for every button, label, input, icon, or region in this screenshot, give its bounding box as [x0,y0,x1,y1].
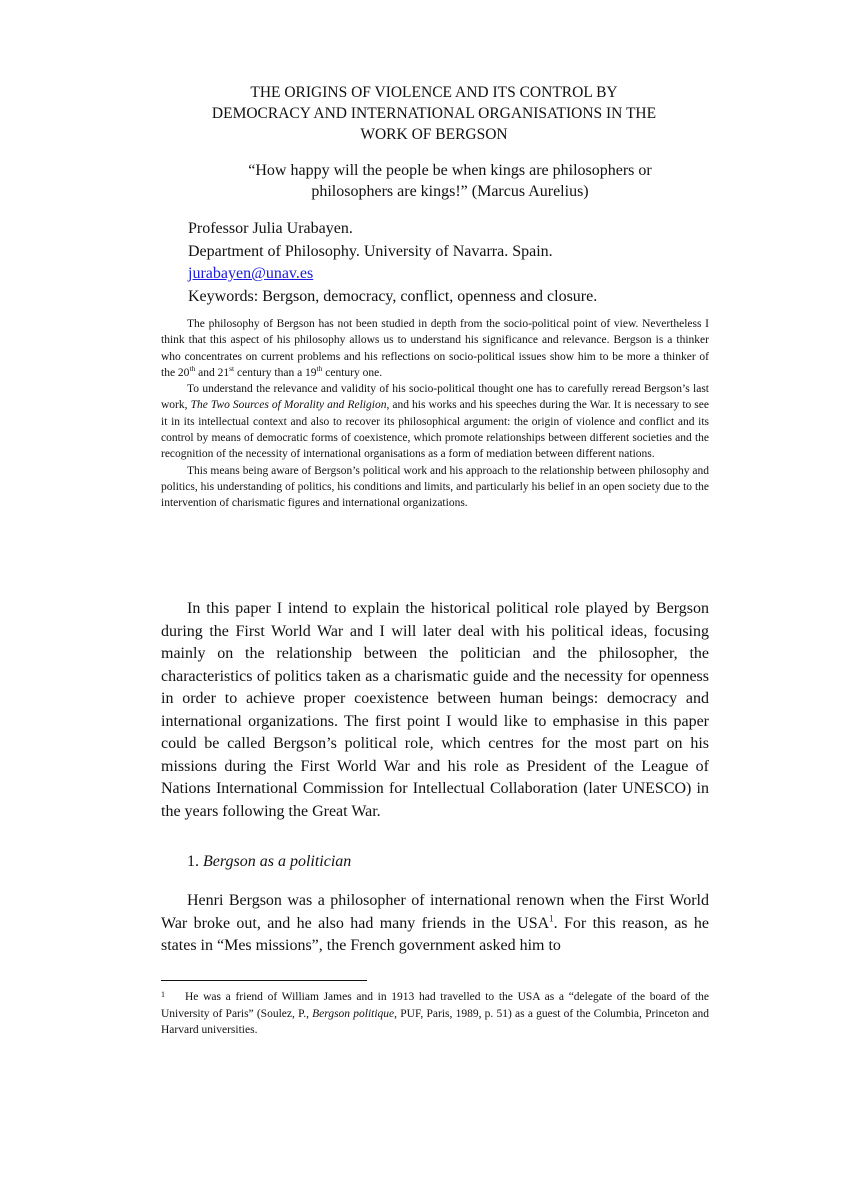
abstract [161,316,709,512]
keywords: Keywords: Bergson, democracy, conflict, openness and closure. [188,287,598,305]
section-1-paragraph-1: Henri Bergson was a philosopher of international renown when the First World War broke out, and he also had many friends in the USA$^1$. For this reason, as he states in “Mes missions”, the French government asked him to [161,892,709,954]
paper-title [150,82,718,145]
author-name: Professor Julia Urabayen. [188,220,353,237]
abstract-paragraph-3: This means being aware of Bergson’s political work and his approach to the relationship between philosophy and politics, his understanding of politics, his conditions and limits, and particularly his belief in an open society due to the intervention of charismatic figures and international organizations. [161,464,709,510]
author-email-link[interactable]: jurabayen@unav.es [188,265,314,282]
epigraph-line-2: philosophers are kings!” (Marcus Aurelius) [311,183,589,200]
title-line-1: THE ORIGINS OF VIOLENCE AND ITS CONTROL BY [250,84,618,101]
section-1-body [161,890,709,958]
footnote: 1 He was a friend of William James and in 1913 had travelled to the USA as a “delegate of the board of the University of Paris” (Soulez, P., Bergson politique, PUF, Paris, 1989, p. 51) as a guest of the Columbia, Princeton and Harvard universities. [161,990,709,1036]
footnote-mark: 1 [161,990,165,999]
author-block [188,218,597,308]
footnote-ref: 1 [549,913,554,924]
epigraph-line-1: “How happy will the people be when kings are philosophers or [248,162,652,179]
abstract-paragraph-1: The philosophy of Bergson has not been studied in depth from the socio-political point of view. Nevertheless I think that this aspect of his philosophy allows us to understand his significance and relevance. Bergson is a thinker who concentrates on current problems and his reflections on socio-political issues show him to be more a thinker of the 20th and 21st century than a 19th century one. [161,318,709,379]
title-line-2: DEMOCRACY AND INTERNATIONAL ORGANISATIONS IN THE [211,105,657,122]
abstract-paragraph-2: To understand the relevance and validity of his socio-political thought one has to carefully reread Bergson’s last work, The Two Sources of Morality and Religion, and his works and his speeches during the War. It is necessary to see it in its intellectual context and also to recover its philosophical argument: the origin of violence and conflict and its control by means of democratic forms of coexistence, which promote relationships between different societies and the recognition of the necessity of international organisations as a form of mediation between different nations. [161,383,709,461]
intro-paragraph: In this paper I intend to explain the historical political role played by Bergson during the First World War and I will later deal with his political ideas, focusing mainly on the relationship between the politician and the philosopher, the characteristics of politics taken as a charismatic guide and the necessity for openness in order to achieve proper coexistence between human beings: democracy and international organizations. The first point I would like to emphasise in this paper could be called Bergson’s political role, which centres for the most part on his missions during the First World War and his role as President of the League of Nations International Commission for Intellectual Collaboration (later UNESCO) in the years following the Great War. [161,600,709,820]
epigraph-quote [200,160,700,202]
title-line-3: WORK OF BERGSON [360,126,508,143]
intro-section [161,598,709,823]
section-heading: 1. Bergson as a politician [187,853,352,870]
author-affiliation: Department of Philosophy. University of Navarra. Spain. [188,242,553,260]
footnote-divider [161,980,367,981]
